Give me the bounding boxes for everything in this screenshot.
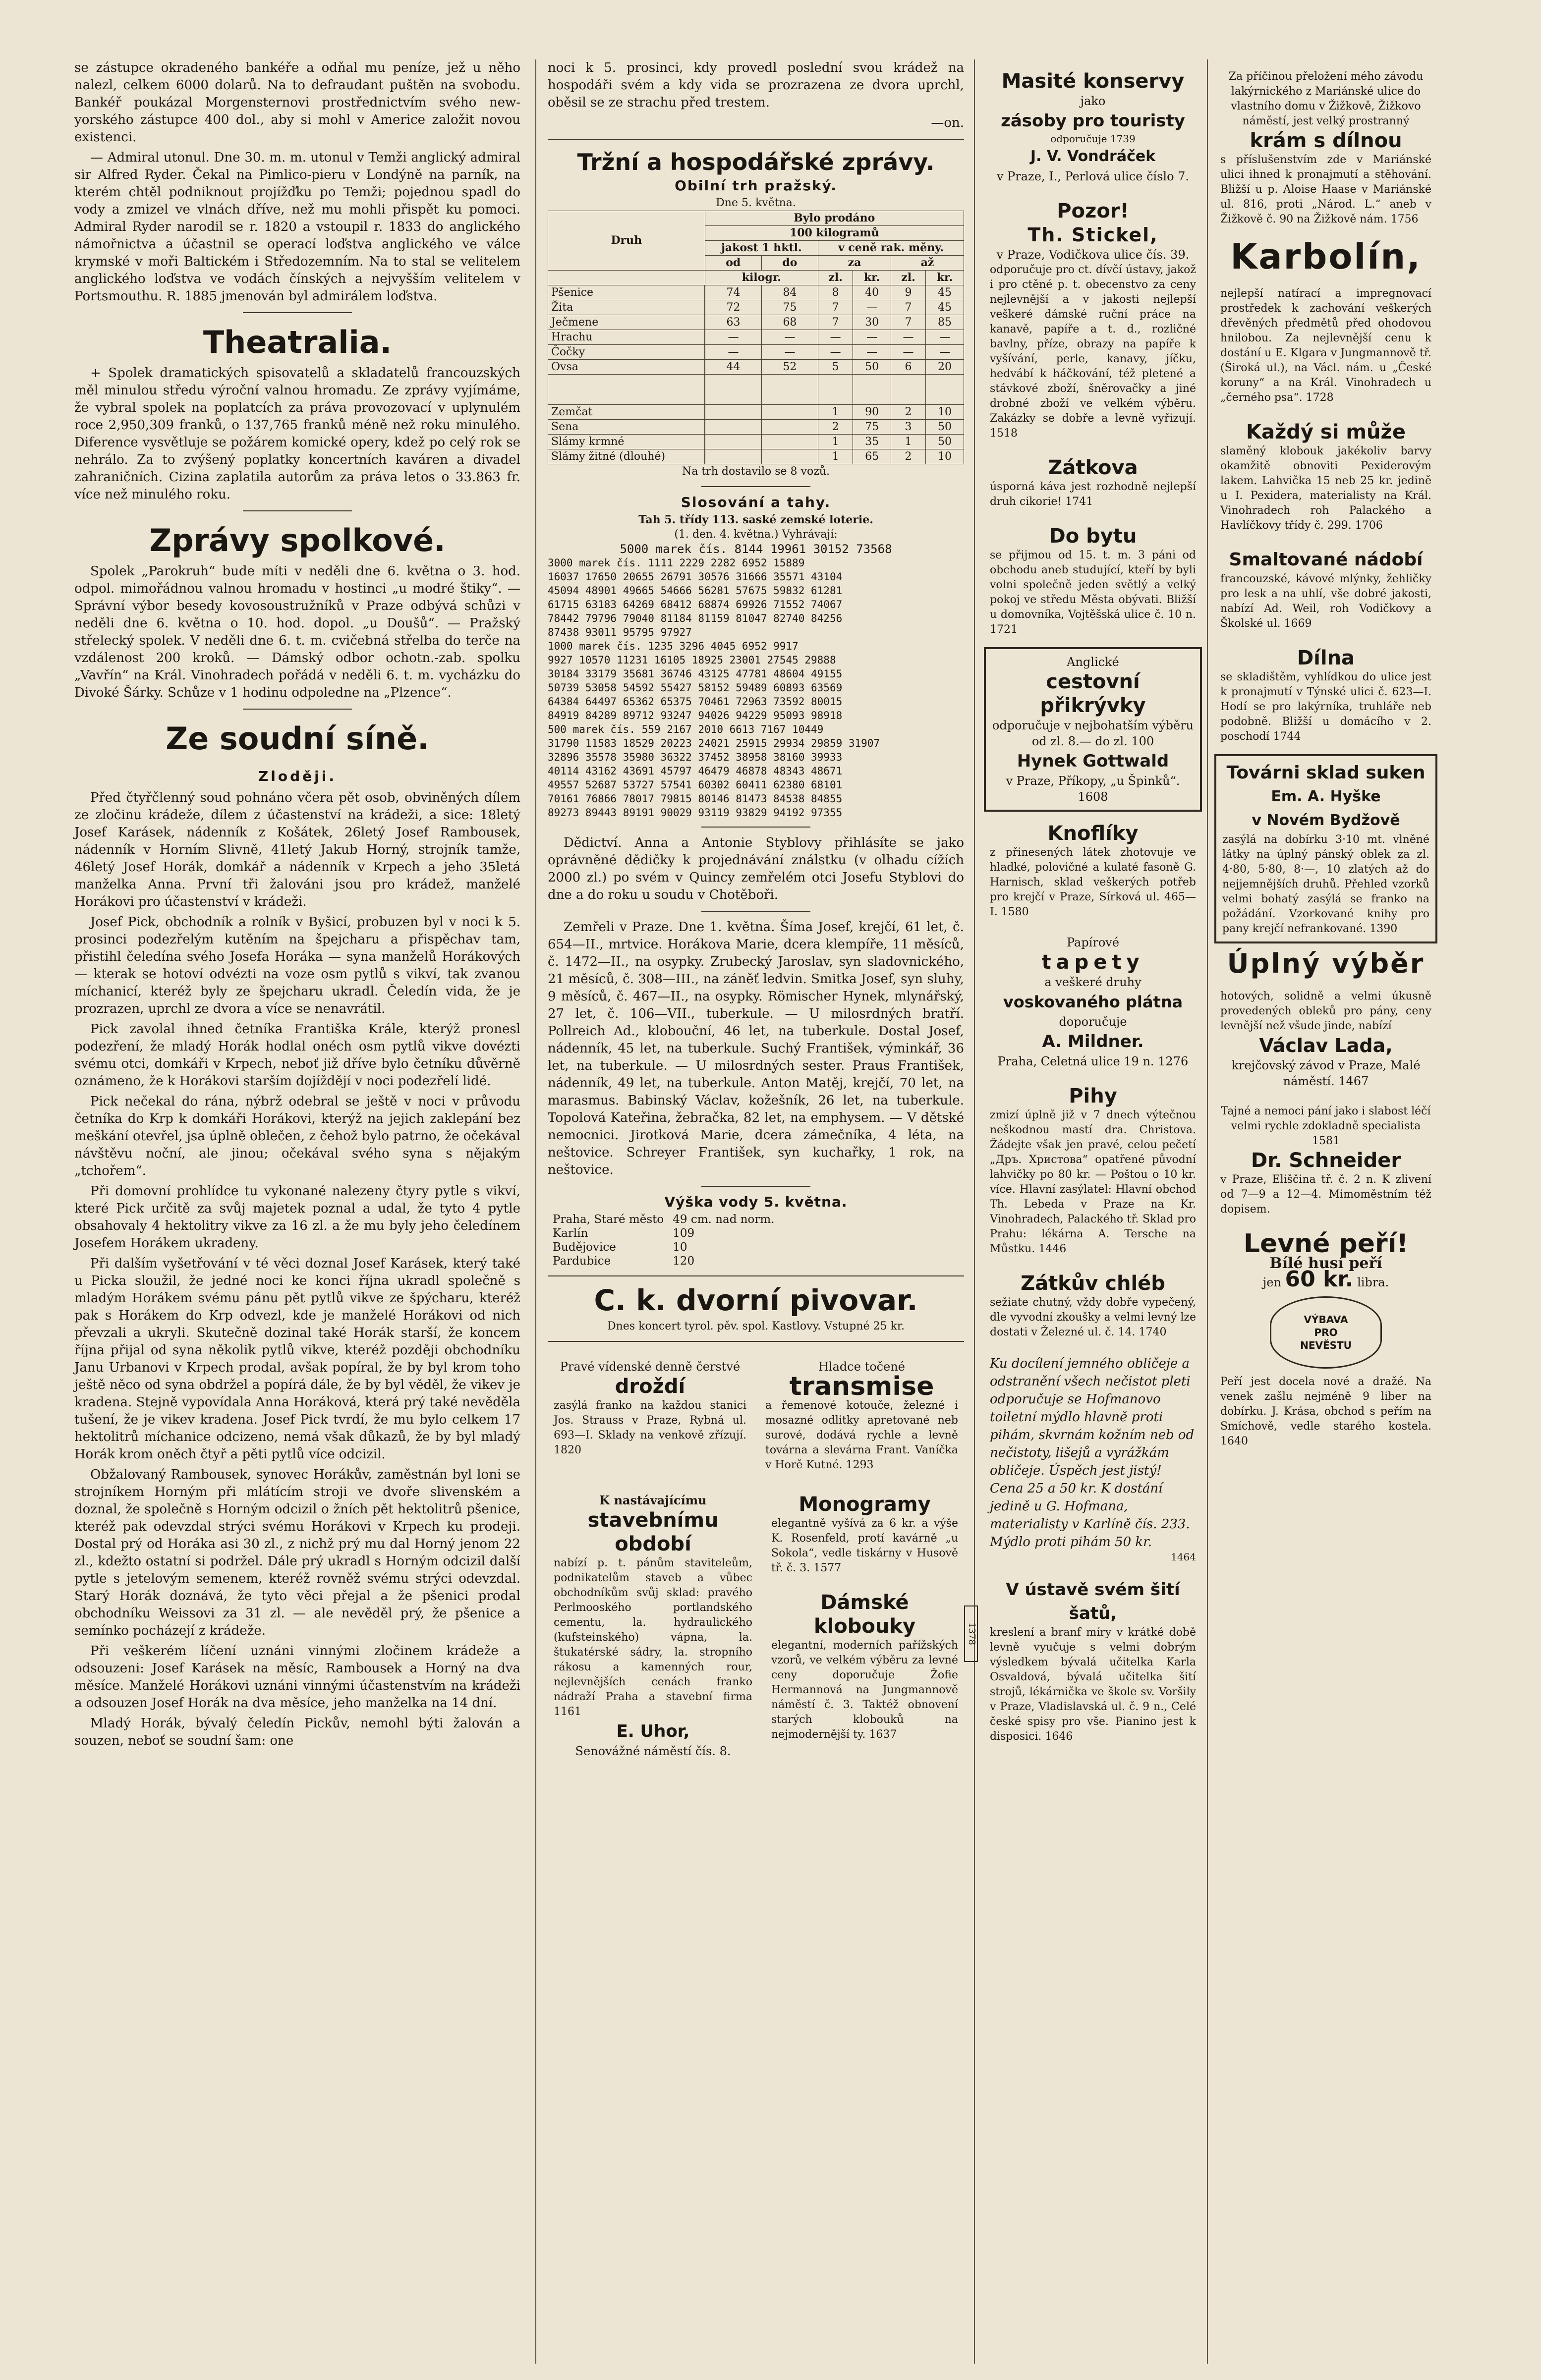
ad-title: zásoby pro touristy [1001,111,1185,131]
ad-firm: Václav Lada, [1259,1035,1393,1056]
ad-sub: Bílé husí peří [1269,1255,1382,1272]
ad-pivovar-text: Dnes koncert tyrol. pěv. spol. Kastlovy. Vstupné 25 kr. [607,1320,905,1332]
ad-title: Každý si může [1246,421,1406,443]
table-row: Karlín 109 [553,1227,695,1240]
ad-firm: Dr. Schneider [1251,1149,1401,1172]
column-rule [535,59,536,2364]
ad-vyber-title: Úplný výběr [1227,948,1425,979]
ad-firm: E. Uhor, [616,1721,690,1741]
ad-schneider [1214,1099,1437,1222]
column-1 [74,59,520,1753]
water-level-table [548,1212,780,1269]
ad-body: se skladištěm, vyhlídkou do ulice jest k pronajmutí v Týnské ulici č. 623—I. Hodí se pro lakýrníka, truhláře neb podobně. Bližší u domácího v 2. poschodí 1744 [1220,671,1431,743]
price-prefix: jen [1262,1275,1281,1289]
ad-prikryvky [984,647,1202,812]
ad-body: Ku docílení jemného obličeje a odstranění všech nečistot pleti odporučuje se Hofmanovo toiletní mýdlo hlavně proti pihám, skvrnám kožním neb od nečistoty, lišejů a vyrážkám obličeje. Úspěch jest jistý! Cena 25 a 50 kr. K dostání jedině u G. Hofmana, materialisty v Karlíně čís. 233. Mýdlo proti pihám 50 kr. [990,1356,1195,1550]
ad-tapety [984,930,1202,1074]
ad-transmise [759,1354,964,1478]
ad-pihy [984,1079,1202,1262]
lottery-numbers: 3000 marek čís. 1111 2229 2282 6952 15889 16037 17650 20655 26791 30576 31666 35571 43104 45094 48901 49665 54666 56281 57675 59832 61281 61715 63183 64269 68412 68874 69926 71552 74067 78442 79796 79040 81184 81159 81047 82740 84256 87438 93011 95795 97927 [548,557,843,638]
ad-body: Peří jest docela nové a dražé. Na venek zašlu nejméně 9 liber na dobírku. J. Krása, obchod s peřím na Smíchově, vedle starého kostela. 1640 [1220,1376,1431,1447]
ad-title: krám s dílnou [1250,129,1402,152]
section-heading-trzni: Tržní a hospodářské zprávy. [577,149,935,175]
price-value: 60 kr. [1285,1267,1354,1292]
ad-title: Pihy [1069,1085,1117,1107]
lottery-sub: (1. den. 4. května.) Vyhrávají: [674,528,838,541]
column-3 [984,59,1202,1754]
table-row: Hrachu — — — — — — [548,330,964,345]
ad-drozdi [548,1354,752,1478]
table-row: Praha, Staré město 49 cm. nad norm. [553,1213,775,1226]
divider [548,1341,964,1342]
divider [701,486,810,487]
water-level-heading: Výška vody 5. května. [664,1194,848,1210]
divider [701,1186,810,1187]
ad-body: elegantní, moderních pařížských vzorů, ve velkém výběru za levné ceny doporučuje Žofie Hermannová na Jungmannově náměstí č. 3. Taktéž obnovení starých klobouků na nejmodernější ty. 1637 [771,1639,958,1741]
table-header: Bylo prodáno [705,211,964,226]
lottery-numbers: 500 marek čís. 559 2167 2010 6613 7167 10449 31790 11583 18529 20223 24021 25915 29934 29859 31907 32896 35578 35980 36322 37452 38958 38160 39933 40114 43162 43691 45797 46479 46878 48343 48671 49557 52687 53727 57541 60302 60411 62380 68101 70161 76866 78017 79815 80146 81473 84538 84855 89273 89443 89191 90029 93119 93829 94192 97355 [548,723,880,819]
column-rule [974,59,975,2364]
ad-sub: odporučuje 1739 [1050,133,1136,145]
table-header: kr. [853,271,891,285]
market-note: Na trh dostavilo se 8 vozů. [682,465,830,478]
table-row: Čočky — — — — — — [548,345,964,360]
ad-stavebnim [548,1488,758,1764]
table-header: jakost 1 hktl. [705,241,818,256]
emblem-text: NEVĚSTU [1300,1339,1352,1351]
table-header: kr. [926,271,964,285]
ad-karbolin [1214,281,1437,410]
article-paragraph: Při dalším vyšetřování v té věci doznal Josef Karásek, který také u Picka sloužil, že jedné noci ke konci října ukradl společně s mladým Horákem svému pánu pět pytlů vikve ze špýcharu, kteréž pak s Horákem do Krp odvezl, kde je manželé Horákovi od nich převzali a ukryli. Skutečně dozinal také Horák starší, že koncem října přijal od syna několik pytlů vikve, kteréž později obchodníku Janu Urbanovi v Krpech prodal, avšak popíral, že by byl krom toho ještě něco od syna obdržel a popírá dále, že by byl věděl, že vikev je kradena. Stejně vypovídala Anna Horáková, která prý také nevěděla tušení, že je vikev kradena. Josef Pick tvrdí, že mu bylo celkem 17 hektolitrů míchanice odcizeno, nemá však důkazů, že by byl mladý Horák krom oněch čtyř a pěti pytlů více odcizil. [74,1256,520,1462]
table-header: zl. [818,271,853,285]
ad-address: v Praze, Vodičkova ulice čís. 39. [996,248,1190,262]
article-paragraph: Obžalovaný Rambousek, synovec Horákův, zaměstnán byl loni se strojníkem Horným při mlátícím stroji ve dvoře slivenském a doznal, že společně s Horným odcizil o žních pět hektolitrů pšenice, kteréž pak odevzdal strýci svému Horákovi v Krpech ku prodeji. Dostal prý od Horáka asi 30 zl., z nichž prý mu dal Horný jenom 22 zl., kdežto ostatní si podržel. Dále prý ukradl s Horným odcizil další pytle s jetelovým semenem, kteréž rovněž svému strýci odevzdal. Starý Horák doznává, že tyto věci přejal a že pšenici prodal obchodníku Weissovi za 31 zl. — ale nevěděl prý, že pšenice a semínko pocházejí z krádeže. [74,1467,520,1638]
ad-dilna [1214,641,1437,749]
ad-zatkuv-chleb [984,1267,1202,1345]
table-header: zl. [891,271,925,285]
ad-title: Továrni sklad suken [1226,763,1426,783]
article-text: se zástupce okradeného bankéře a odňal mu peníze, jež u něho nalezl, celkem 6000 dolarů. Na to defraudant puštěn na svobodu. Bankéř poukázal Morgensternovi prostřednictvím svého new-yorského zástupce 400 dol., aby si mohl v Americe založit novou existenci. [74,60,520,145]
ad-title: stavebnímu období [587,1509,719,1555]
table-row: Ovsa 44 52 5 50 6 20 [548,360,964,375]
ad-title: Masité konservy [1001,70,1185,93]
ad-nadobi [1214,543,1437,636]
ad-title: transmise [789,1372,934,1401]
ad-place: v Novém Bydžově [1252,812,1400,829]
ad-title: Zátkova [1048,456,1138,479]
ad-address: Senovážné náměstí čís. 8. [575,1744,731,1758]
ad-title: Levné peří! [1243,1229,1409,1259]
article-dedictvi: Dědictví. Anna a Antonie Styblovy přihlásíte se jako oprávněné dědičky k projednávání ználstku (v olhadu cížích 2000 zl.) po svém v Quincy zemřelém otci Josefu Styblovi do dne a do roku u soudu v Chotěboři. [548,835,964,902]
ad-body: nejlepší natírací a impregnovací prostředek k zachování veškerých dřevěných předmětů před ohodovou hnilobou. Za nejlevnější cenu k dostání u E. Klgara v Jungmannově tř. (Široká ul.), na Václ. nám. u „České koruny“ a na Král. Vinohradech u „černého psa“. 1728 [1220,287,1431,404]
table-row: Pšenice 74 84 8 40 9 45 [548,285,964,300]
ad-row [548,1483,964,1769]
ad-body: zasýlá franko na každou stanici Jos. Strauss v Praze, Rybná ul. 693—I. Sklady na venkově zřízují. 1820 [554,1399,746,1456]
divider [548,139,964,140]
ad-siti [984,1573,1202,1749]
ad-sukna [1214,754,1437,943]
ad-firm: Hynek Gottwald [1017,751,1169,771]
ad-body: nabízí p. t. pánům staviteleům, podnikatelům staveb a vůbec obchodníkům svůj sklad: pravého Perlmooského portlandského cementu, la. hydraulického (kufsteinského) vápna, la. štukatérské sádry, la. stropního rákosu a kamenných rour, nejlevnějších cenách franko nádraží Praha a stavební firma 1161 [554,1557,752,1718]
ad-firm: J. V. Vondráček [1030,148,1156,165]
article-paragraph: Josef Pick, obchodník a rolník v Byšicí, probuzen byl v noci k 5. prosinci podezřelým kutěním na špejcharu a přispěchav tam, přistihl čeledína svého Josefa Horáka — syna manželů Horákových — kterak se hotoví odvézti na voze osm pytlů s vikví, tak zvanou míchanicí, kteréž byly ze špejcharu ukradl. Čeledín vida, že je prozrazen, uprchl ze dvora a více se nenavrátil. [74,915,520,1016]
ad-firm: Em. A. Hyške [1271,788,1381,805]
article-text: noci k 5. prosinci, kdy provedl poslední svou krádež na hospodáři svém a kdy vida se prozrazena ze dvora uprchl, oběsil se ze strachu před trestem. [548,60,964,110]
ad-body: a řemenové kotouče, železné i mosazné odlitky apretované neb surové, dodává rychle a levně továrna a slevárna Frant. Vaníčka v Horě Kutné. 1293 [765,1399,958,1471]
ad-sub: Anglické [1067,655,1119,669]
ad-body: odporučuje v nejbohatším výběru od zl. 8.— do zl. 100 [992,719,1194,748]
ad-title: Do bytu [1049,525,1137,548]
table-header: v ceně rak. měny. [818,241,964,256]
article-theatralia: + Spolek dramatických spisovatelů a skladatelů francouzských měl minulou středu výroční valnou hromadu. Ze zprávy vyjímáme, že vybral spolek na poplatcích za práva provozovací v uplynulém roce 2,950,309 franků, o 137,765 franků méně než roku minulého. Diference vysvětluje se požárem komické opery, kdež po celý rok se nehrálo. Za to zvýšený poplatky koncertních kaváren a divadel zahraničních. Cizina zaplatila autorům za práva letos o 33.863 fr. více než minulého roku. [74,366,520,502]
ad-body: zmizí úplně již v 7 dnech výtečnou neškodnou mastí dra. Christova. Žádejte však jen pravé, celou pečetí „Дръ. Христова“ opatřené původní lahvičky po 80 kr. — Poštou o 10 kr. více. Hlavní zasýlatel: Hlavní obchod Th. Lebeda v Praze na Kr. Vinohradech, Palackého tř. Sklad pro Prahu: lékárna A. Tersche na Můstku. 1446 [990,1109,1196,1255]
table-header: od [705,256,761,271]
ad-price [1220,1267,1431,1292]
ad-knofliky [984,817,1202,925]
ad-body: kreslení a branf míry v krátké době levně vyučuje s velmi dobrým výsledkem bývalá učitelka Karla Osvaldová, bývalá učitelka šití strojů, lékárnička ve škole sv. Voršily v Praze, Vladislavská ul. č. 9 n., Celé české spisy pro vše. Pianino jest k disposici. 1646 [990,1626,1196,1743]
ad-title: Smaltované nádobí [1229,550,1423,570]
ad-firm: Th. Stickel, [1027,224,1158,246]
ad-address: v Praze, I., Perlová ulice číslo 7. [996,169,1190,183]
divider [243,312,352,313]
emblem-text: PRO [1314,1327,1338,1338]
column-4 [1214,59,1437,1459]
ad-title: Monogramy [799,1493,931,1516]
column-rule [1207,59,1208,2364]
article-zemreli: Zemřeli v Praze. Dne 1. května. Šíma Josef, krejčí, 61 let, č. 654—II., mrtvice. Horákova Marie, dcera klempíře, 11 měsíců, č. 1472—II., na osypky. Zrubecký Jaroslav, syn sladovnického, 21 měsíců, č. 308—III., na záněť ledvin. Smitka Josef, syn sluhy, 9 měsíců, č. 467—II., na osypky. Römischer Hynek, mlynářský, 27 let, č. 106—VII., tuberkule. — U milosrdných bratří. Pollreich Ad., klobouční, 46 let, na tuberkule. Dostal Josef, nádenník, 45 let, na tuberkule. Suchý František, výminkář, 36 let, na tuberkule. — U milosrdných sester. Praus František, nádenník, 49 let, na tuberkule. Anton Matěj, krejčí, 70 let, na marasmus. Babinský Václav, kožešník, 26 let, na tuberkule. Topolová Kateřina, žebračka, 82 let, na emphysem. — V dětské nemocnici. Jirotková Marie, dcera zámečníka, 4 léta, na neštovice. Schreyer František, syn kuchařky, 1 rok, na neštovice. [548,920,964,1177]
ad-stickel [984,194,1202,446]
ad-stack [765,1483,964,1769]
emblem-text: VÝBAVA [1304,1314,1348,1326]
ad-firm: A. Mildner. [1042,1032,1144,1052]
ad-sub: Pravé vídenské denně čerstvé [560,1360,741,1374]
table-row: Slámy žitné (dlouhé) 1 65 2 10 [548,449,964,464]
divider [701,911,810,912]
table-header: za [818,256,891,271]
section-heading-theatralia: Theatralia. [203,324,392,360]
article-paragraph: Pick zavolal ihned četníka Františka Krále, kterýž pronesl podezření, že mladý Horák hodlal onéch osm pytlů vikve dovézti svému otci, domkáři v Krpech, neboť již dříve bylo četníku důvěrně oznámeno, že k Horákovi starším dojíždějí v noci podezřelí lidé. [74,1022,520,1089]
ad-title: voskovaného plátna [1003,993,1183,1011]
table-header: až [891,256,964,271]
ad-body: v Praze, Eliščina tř. č. 2 n. K zlivení od 7—9 a 12—4. Mimoměstním též dopisem. [1220,1173,1431,1216]
article-paragraph: Při veškerém líčení uznáni vinnými zločinem krádeže a odsouzeni: Josef Karásek na měsíc, Rambousek a Horný na dva měsíce. Manželé Horákovi uznáni vinnými účastenstvím na krádeži a odsouzen Josef Horák na dva měsíce, jeho manželka na 14 dní. [74,1644,520,1711]
ad-address: Praha, Celetná ulice 19 n. 1276 [997,1054,1189,1068]
ad-body: odporučuje pro ct. dívčí ústavy, jakož i pro ctěné p. t. obecenstvo za ceny nejlevnější a v jakosti nejlepší veškeré dámské ruční práce na kanavě, papíře a t. d., rozličné bavlny, příze, obrazy na papíře k vyšívání, perle, kanavy, jíčku, hedvábí k háčkování, též pletené a stávkové zboží, šněrovačky a jiné drobné zboží ve velkém výběru. Zakázky se dobře a levně vyřizují. 1518 [990,264,1196,440]
ad-title: V ústavě svém šití šatů, [1006,1580,1180,1623]
ad-klobouky [765,1586,964,1747]
ad-body: úsporná káva jest rozhodně nejlepší druh cikorie! 1741 [990,481,1196,508]
ad-sub: a veškeré druhy [1044,975,1141,989]
ad-do-bytu [984,519,1202,642]
side-number: 1378 [964,1605,978,1662]
section-subheading: Zloději. [258,768,337,784]
ad-title: Knoflíky [1047,822,1139,845]
section-heading-soud: Ze soudní síně. [166,720,429,757]
ribbon-emblem [1270,1296,1382,1369]
ad-address: krejčovský závod v Praze, Malé náměstí. 1467 [1231,1058,1421,1088]
article-paragraph: Pick nečekal do rána, nýbrž odebral se ještě v noci v průvodu četníka do Krp k domkáři Horákovi, kterýž na jejich zaklepání bez meškání otevřel, jsa úplně oblečen, z čehož bylo patrno, že očekával návštěvu noční, ale jinou; očekával svého syna s nějakým „tchořem“. [74,1094,520,1178]
ad-monogramy [765,1488,964,1581]
table-row: Zemčat 1 90 2 10 [548,405,964,420]
lottery-title: Tah 5. třídy 113. saské zemské loterie. [638,513,873,526]
ad-number: 1464 [1171,1551,1196,1563]
ad-kram [1214,64,1437,232]
ad-peri [1214,1227,1437,1454]
ad-masite [984,64,1202,189]
ad-body: francouzské, kávové mlýnky, žehličky pro lesk a na uhlí, vše dobré jakosti, nabízí Ad. Weil, roh Vodičkovy a Školské ul. 1669 [1220,573,1431,630]
divider [243,510,352,511]
ad-zatkova [984,451,1202,514]
divider [243,709,352,710]
price-unit: libra. [1357,1275,1389,1289]
lottery-numbers: 5000 marek čís. 8144 19961 30152 73568 [620,542,892,556]
ad-address: v Praze, Příkopy, „u Špinků“. 1608 [1006,774,1180,804]
table-header: do [761,256,818,271]
grain-price-table [548,211,964,464]
ad-karbolin-title: Karbolín, [1230,236,1422,277]
article-paragraph: Mladý Horák, bývalý čeledín Pickův, nemohl býti žalován a souzen, neboť se soudní šam: one [74,1716,520,1748]
column-2 [548,59,964,1769]
ad-sub: jako [1080,94,1106,108]
ad-body: zasýlá na dobírku 3·10 mt. vlněné látky na úplný pánský oblek za zl. 4·80, 5·80, 8·—, 10 zlatých až do nejjemnějších druhů. Přehled vzorků velmi bohatý zasýlá se franko na požádání. Vzorkované knihy pro pany krejčí nefrankované. 1390 [1222,833,1429,935]
ad-title: tapety [1041,951,1144,974]
lottery-heading: Slosování a tahy. [681,494,831,510]
ad-title: Zátkův chléb [1021,1272,1165,1295]
table-row: Budějovice 10 [553,1241,687,1254]
table-header: 100 kilogramů [705,226,964,241]
table-row: Žita 72 75 7 — 7 45 [548,300,964,315]
ad-title: Dílna [1297,647,1355,669]
ad-body: se přijmou od 15. t. m. 3 páni od obchodu aneb studující, kteří by byli volni společně jeden světlý a velký pokoj ve středu Města obývati. Bližší u domovníka, Vojtěšská ulice č. 10 n. 1721 [990,549,1196,636]
ad-sub: Hladce točené [818,1360,905,1374]
ad-title: droždí [615,1375,685,1398]
market-date: Dne 5. května. [716,197,796,209]
ad-klobouk [1214,415,1437,538]
ad-body: z přinesených látek zhotovuje ve hladké, polovičné a kulaté fasoně G. Harnisch, sklad veškerých potřeb pro krejčí v Praze, Sírková ul. 465—I. 1580 [990,846,1196,918]
table-header: kilogr. [705,271,818,285]
table-row: Pardubice 120 [553,1255,695,1268]
divider [701,827,810,828]
ad-body: Za příčinou přeložení mého závodu lakýrnického z Mariánské ulice do vlastního domu v Žižkově, Žižkovo náměstí, jest velký prostranný [1228,70,1424,127]
ad-title: Dámské klobouky [813,1591,916,1638]
ad-body: hotových, solidně a velmi úkusně provedených obleků pro pány, ceny levnější než všude jinde, nabízí [1220,990,1431,1032]
ad-body: Tajné a nemoci pání jako i slabost léčí velmi rychle zdokladně specialista 1581 [1221,1105,1431,1147]
signature: —on. [931,115,964,130]
ad-body: sežiate chutný, vždy dobře vypečený, dle vyvodní zkoušky a velmi levný lze dostati v Železné ul. č. 14. 1740 [990,1296,1196,1338]
ad-sub: Papírové [1066,936,1120,949]
divider [548,1275,964,1276]
ad-row [548,1349,964,1483]
table-row: Sena 2 75 3 50 [548,420,964,435]
ad-vyber [1214,984,1437,1094]
table-header: Druh [548,211,705,271]
market-heading: Obilní trh pražský. [675,177,837,194]
ad-sub: K nastávajícímu [599,1493,707,1507]
article-paragraph: Před čtyřčlenný soud pohnáno včera pět osob, obviněných dílem ze zločinu krádeže, dílem z účastenství na krádeži, a sice: 18letý Josef Karásek, nádenník z Košátek, 26letý Josef Rambousek, nádenník v Horním Slivně, 41letý Jakub Horný, strojník tamže, 46letý Josef Horák, domkář a nádenník v Krpech a jeho 35letá manželka Anna. První tři žalováni jsou pro krádež, manželé Horákovi pro účastenství v krádeži. [74,790,520,909]
ad-body: slaměný klobouk jakékoliv barvy okamžitě obnoviti Pexiderovým lakem. Lahvička 15 neb 25 kr. jedině u I. Pexidera, materialisty na Král. Vinohradech roh Palackého a Havlíčkovy třídy č. 299. 1706 [1220,445,1431,532]
ad-body: s příslušenstvím zde v Mariánské ulici ihned k pronajmutí a stěhování. Bližší u p. Aloise Haase v Mariánské ul. 816, proti „Národ. L.“ aneb v Žižkově č. 90 na Žižkově nám. 1756 [1220,154,1431,225]
lottery-numbers: 1000 marek čís. 1235 3296 4045 6952 9917 9927 10570 11231 16105 18925 23001 27545 29888 30184 33179 35681 36746 43125 47781 48604 49155 50739 53058 54592 55427 58152 59489 60893 63569 64384 64497 65362 65375 70461 72963 73592 80015 84919 84289 89712 93247 94026 94229 95093 98918 [548,640,843,721]
section-heading-spolky: Zprávy spolkové. [149,522,446,558]
table-row: Slámy krmné 1 35 1 50 [548,435,964,449]
article-spolky: Spolek „Parokruh“ bude míti v neděli dne 6. května o 3. hod. odpol. mimořádnou valnou hromadu v hostinci „u modré štiky“. — Správní výbor besedy kovosoustružníků v Praze odbývá schůzi v neděli dne 6. května o 10. hod. dopol. „u Doušů“. — Pražský střelecký spolek. V neděli dne 6. t. m. cvičebná střelba do terče na vzdálenost 200 kroků. — Dámský odbor ochotn.-zab. spolku „Vavřín“ na Král. Vinohradech pořádá v neděli 6. t. m. vycházku do Divoké Šárky. Schůze v 1 hodinu odpoledne na „Plzence“. [74,564,520,700]
article-paragraph: Při domovní prohlídce tu vykonané nalezeny čtyry pytle s vikví, které Pick určitě za svůj majetek poznal a udal, že tyto 4 pytle obsahovaly 4 hektolitry vikve za 16 zl. a že mu byly jeho čeledínem Josefem Horákem ukradeny. [74,1184,520,1251]
ad-handwritten [984,1350,1202,1568]
ad-sub: doporučuje [1059,1015,1127,1029]
ad-title: cestovní přikrývky [1040,670,1146,717]
ad-title: Pozor! [1057,200,1129,222]
ad-pivovar-title: C. k. dvorní pivovar. [594,1283,918,1317]
ad-body: elegantně vyšívá za 6 kr. a výše K. Rosenfeld, protí kavárně „u Sokola“, vedle tiskárny v Husově tř. č. 3. 1577 [771,1517,958,1574]
article-admiral: — Admiral utonul. Dne 30. m. m. utonul v Temži anglický admiral sir Alfred Ryder. Čekal na Pimlico-pieru v Londýně na parník, na kterém chtěl podniknout projížďku po Temži; pojednou spadl do vody a zmizel ve vlnách dříve, než mu mohli přispět ku pomoci. Admiral Ryder narodil se r. 1820 a vstoupil r. 1833 do anglického námořnictva a účastnil se operací loďstva anglického ve válce krymské v moři Baltickém i Středozemním. Na to stal se velitelem anglického loďstva ve vodách čínských a nejvyšším velitelem v Portsmouthu. R. 1885 jmenován byl admirálem loďstva. [74,150,520,304]
table-row: Ječmene 63 68 7 30 7 85 [548,315,964,330]
